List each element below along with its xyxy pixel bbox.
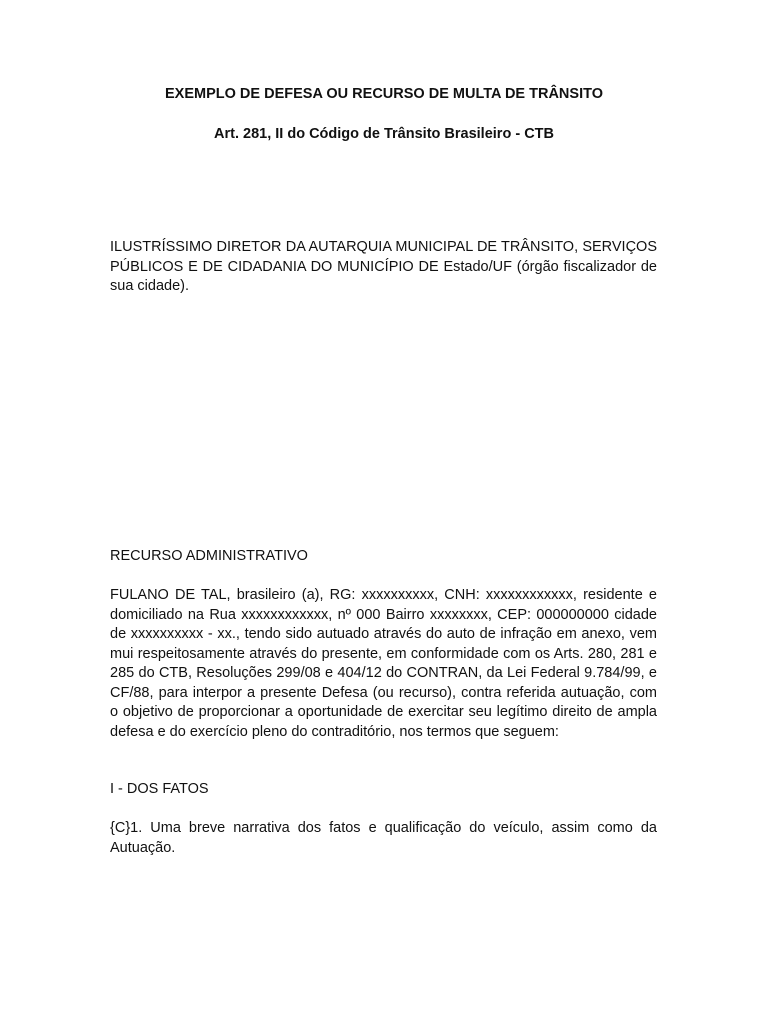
body-paragraph: FULANO DE TAL, brasileiro (a), RG: xxxxxxxxxx, CNH: xxxxxxxxxxxx, residente e domiciliado na Rua xxxxxxxxxxxx, nº 000 Bairro xxxxxxxx, CEP: 000000000 cidade de xxxxxxxxxx - xx., tendo sido autuado através do auto de infração em anexo, vem mui respeitosamente através do presente, em conformidade com os Arts. 280, 281 e 285 do CTB, Resoluções 299/08 e 404/12 do CONTRAN, da Lei Federal 9.784/99, e CF/88, para interpor a presente Defesa (ou recurso), contra referida autuação, com o objetivo de proporcionar a oportunidade de exercitar seu legítimo direito de ampla defesa e do exercício pleno do contraditório, nos termos que seguem: [110, 587, 657, 740]
facts-paragraph: {C}1. Uma breve narrativa dos fatos e qualificação do veículo, assim como da Autuação. [110, 820, 657, 856]
section-heading-recurso: RECURSO ADMINISTRATIVO [110, 548, 308, 564]
document-title: EXEMPLO DE DEFESA OU RECURSO DE MULTA DE TRÂNSITO [165, 86, 603, 102]
section-heading-fatos: I - DOS FATOS [110, 781, 209, 797]
addressee-paragraph: ILUSTRÍSSIMO DIRETOR DA AUTARQUIA MUNICIPAL DE TRÂNSITO, SERVIÇOS PÚBLICOS E DE CIDADANIA DO MUNICÍPIO DE Estado/UF (órgão fiscalizador de sua cidade). [110, 239, 657, 294]
document-subtitle: Art. 281, II do Código de Trânsito Brasileiro - CTB [214, 126, 554, 142]
